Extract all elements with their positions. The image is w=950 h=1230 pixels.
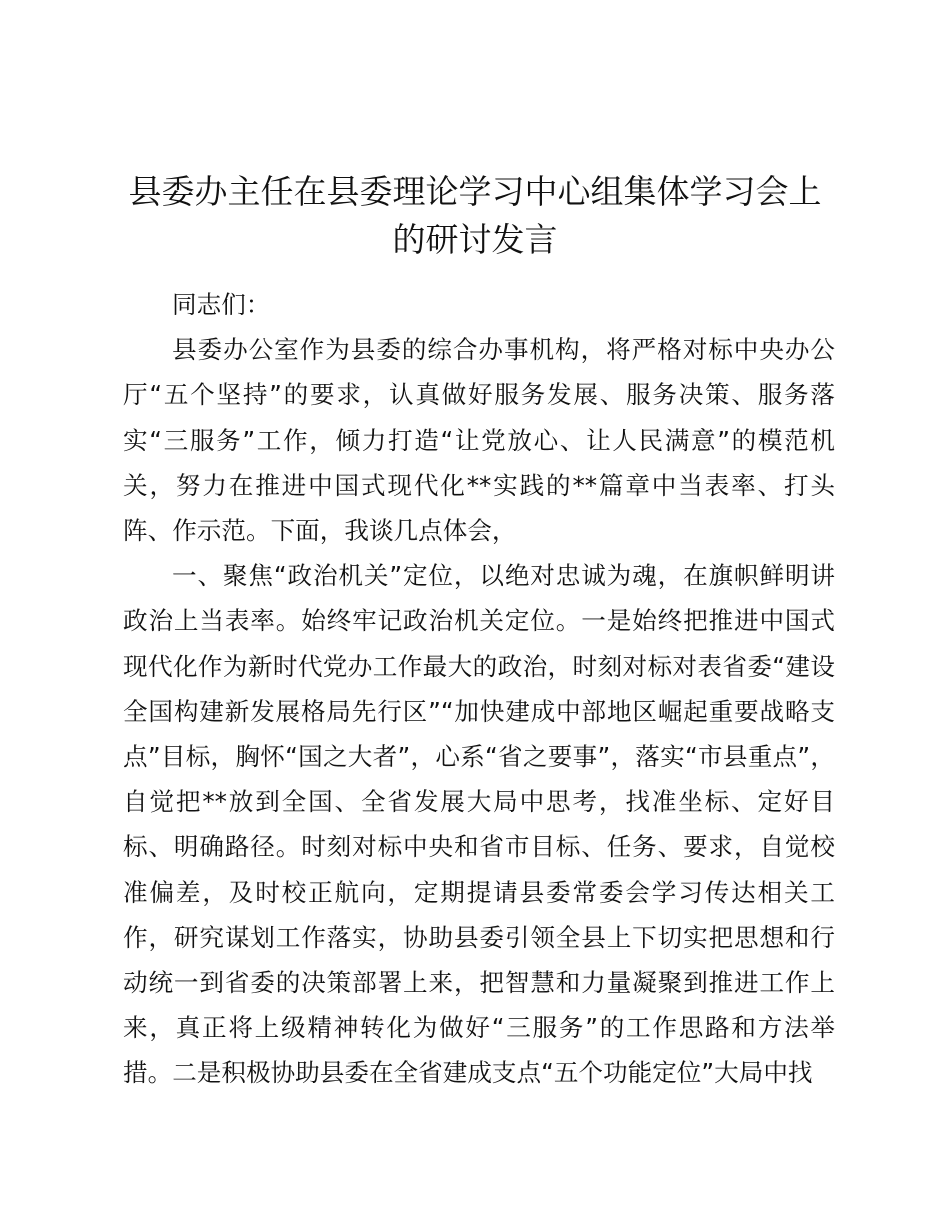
section-one-paragraph: 一、聚焦“政治机关”定位，以绝对忠诚为魂，在旗帜鲜明讲政治上当表率。始终牢记政治机关定位。一是始终把推进中国式现代化作为新时代党办工作最大的政治，时刻对标对表省委“建设全国构建新发展格局先行区”“加快建成中部地区崛起重要战略支点”目标，胸怀“国之大者”，心系“省之要事”，落实“市县重点”，自觉把**放到全国、全省发展大局中思考，找准坐标、定好目标、明确路径。时刻对标中央和省市目标、任务、要求，自觉校准偏差，及时校正航向，定期提请县委常委会学习传达相关工作，研究谋划工作落实，协助县委引领全县上下切实把思想和行动统一到省委的决策部署上来，把智慧和力量凝聚到推进工作上来，真正将上级精神转化为做好“三服务”的工作思路和方法举措。二是积极协助县委在全省建成支点“五个功能定位”大局中找 (123, 561, 835, 1088)
salutation-paragraph: 同志们： (172, 290, 271, 319)
intro-paragraph: 县委办公室作为县委的综合办事机构，将严格对标中央办公厅“五个坚持”的要求，认真做好服务发展、服务决策、服务落实“三服务”工作，倾力打造“让党放心、让人民满意”的模范机关，努力在推进中国式现代化**实践的**篇章中当表率、打头阵、作示范。下面，我谈几点体会， (123, 335, 835, 546)
document-body (123, 282, 835, 1096)
document-title: 县委办主任在县委理论学习中心组集体学习会上的研讨发言 (128, 172, 822, 259)
